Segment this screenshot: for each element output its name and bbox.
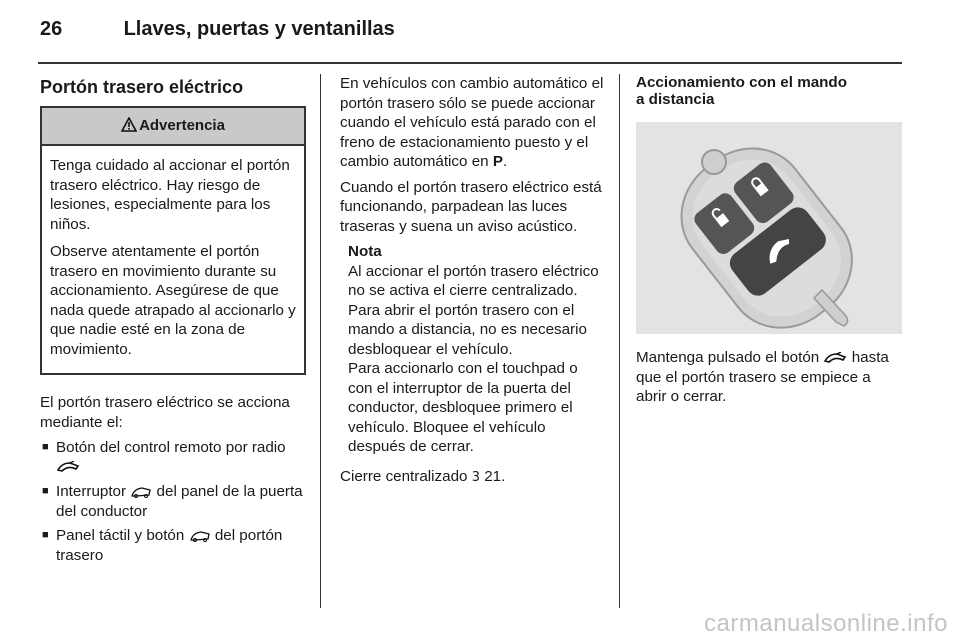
operation-methods-list — [40, 438, 306, 565]
list-item — [40, 482, 306, 521]
reference-text: Cierre centralizado — [340, 467, 468, 485]
paragraph: Cuando el portón trasero eléctrico está funcionando, parpadean las luces traseras y suena un aviso acústico. — [340, 178, 602, 235]
note-paragraph: Para accionarlo con el touchpad o con el interruptor de la puerta del conductor, desbloquee primero el vehículo. Bloquee el vehículo después de cerrar. — [348, 360, 578, 455]
intro-text: El portón trasero eléctrico se acciona mediante el: — [40, 394, 290, 431]
list-item — [40, 526, 306, 565]
chapter-title: Llaves, puertas y ventanillas — [123, 18, 395, 40]
tailgate-remote-icon — [56, 461, 80, 473]
header-rule — [38, 62, 902, 64]
column-2 — [340, 74, 606, 493]
list-item-text: Panel táctil y botón — [56, 527, 185, 544]
gear-position-label: P — [492, 153, 503, 170]
caption-text: hasta que el portón trasero se empiece a abrir o cerrar. — [636, 349, 889, 405]
column-3 — [636, 74, 902, 413]
subsection-title — [636, 74, 902, 108]
remote-key-fob-image — [636, 122, 902, 334]
note-block — [348, 242, 606, 457]
subsection-title-line: Accionamiento con el mando — [636, 74, 847, 91]
warning-body — [42, 146, 304, 373]
column-divider — [320, 74, 321, 608]
tailgate-remote-icon — [823, 352, 847, 364]
list-item — [40, 438, 306, 477]
paragraph — [340, 74, 606, 172]
list-item-text: Interruptor — [56, 483, 127, 500]
section-title: Portón trasero eléctrico — [40, 77, 244, 97]
watermark: carmanualsonline.info — [704, 610, 948, 637]
column-divider — [619, 74, 620, 608]
warning-header — [42, 108, 304, 147]
page-number: 26 — [40, 18, 63, 40]
column-1 — [40, 74, 306, 570]
list-item-text: del panel de la puerta del conductor — [56, 483, 303, 520]
warning-triangle-icon — [121, 117, 137, 132]
tailgate-switch-icon — [189, 530, 211, 542]
note-paragraph: Al accionar el portón trasero eléctrico no se activa el cierre centralizado. Para abrir el portón trasero con el mando a distancia, no es necesario desbloquear el vehículo. — [348, 262, 599, 358]
paragraph-text: . — [502, 153, 508, 170]
caption — [636, 348, 902, 407]
reference-arrow-icon: 3 — [471, 469, 480, 485]
warning-title: Advertencia — [139, 116, 225, 134]
list-item-text: del portón trasero — [56, 527, 283, 564]
page-header — [40, 18, 395, 41]
warning-paragraph: Observe atentamente el portón trasero en movimiento durante su accionamiento. Asegúrese de que nada quede atrapado al accionarlo y que nadie esté en la zona de movimiento. — [50, 243, 296, 358]
subsection-title-line: a distancia — [636, 91, 715, 108]
note-title: Nota — [348, 243, 382, 260]
reference-page: 21. — [484, 467, 506, 485]
warning-box — [40, 106, 306, 376]
caption-text: Mantenga pulsado el botón — [636, 349, 820, 366]
cross-reference[interactable] — [340, 467, 606, 488]
warning-paragraph: Tenga cuidado al accionar el portón trasero eléctrico. Hay riesgo de lesiones, especialmente para los niños. — [50, 157, 290, 233]
paragraph-text: En vehículos con cambio automático el portón trasero sólo se puede accionar cuando el vehículo está parado con el freno de estacionamiento puesto y el cambio automático en — [340, 75, 604, 170]
list-item-text: Botón del control remoto por radio — [56, 439, 286, 456]
tailgate-switch-icon — [130, 486, 152, 498]
